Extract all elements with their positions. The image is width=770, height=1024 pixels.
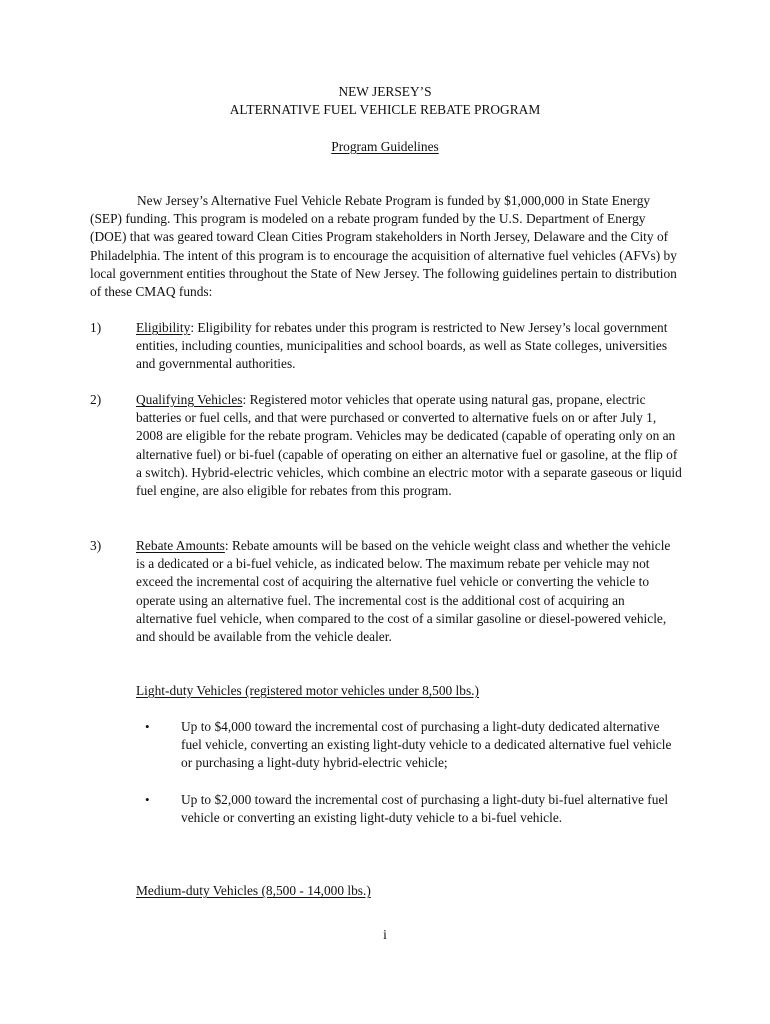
item-body-3	[136, 537, 682, 646]
light-duty-heading: Light-duty Vehicles (registered motor vehicles under 8,500 lbs.)	[136, 683, 479, 698]
item-heading-3: Rebate Amounts	[136, 538, 225, 553]
bullet-icon: •	[145, 719, 150, 734]
item-body-2	[136, 391, 682, 500]
intro-paragraph: New Jersey’s Alternative Fuel Vehicle Rebate Program is funded by $1,000,000 in State Energy (SEP) funding. This program is modeled on a rebate program funded by the U.S. Department of Energy (DOE) that was geared toward Clean Cities Program stakeholders in North Jersey, Delaware and the City of Philadelphia. The intent of this program is to encourage the acquisition of alternative fuel vehicles (AFVs) by local government entities throughout the State of New Jersey. The following guidelines pertain to distribution of these CMAQ funds:	[90, 193, 677, 300]
page-number: i	[383, 927, 387, 942]
bullet-icon: •	[145, 792, 150, 807]
item-heading-2: Qualifying Vehicles	[136, 392, 243, 407]
item-text-1: Eligibility for rebates under this program is restricted to New Jersey’s local government entities, including counties, municipalities and school boards, as well as State colleges, universities and governmental authorities.	[136, 320, 668, 372]
item-text-2: Registered motor vehicles that operate using natural gas, propane, electric batteries or fuel cells, and that were purchased or converted to alternative fuels on or after July 1, 2008 are eligible for the rebate program. Vehicles may be dedicated (capable of operating only on an alternative fuel) or bi-fuel (capable of operating on either an alternative fuel or gasoline, at the flip of a switch). Hybrid-electric vehicles, which combine an electric motor with a separate gaseous or liquid fuel engine, are also eligible for rebates from this program.	[136, 392, 682, 499]
item-body-1	[136, 319, 682, 374]
title-line-1: NEW JERSEY’S	[338, 84, 432, 99]
item-separator-1: :	[190, 320, 198, 335]
item-number-2: 2)	[90, 392, 102, 407]
item-separator-3: :	[224, 538, 232, 553]
medium-duty-heading: Medium-duty Vehicles (8,500 - 14,000 lbs.)	[136, 883, 371, 898]
title-line-2: ALTERNATIVE FUEL VEHICLE REBATE PROGRAM	[229, 102, 541, 117]
item-separator-2: :	[242, 392, 250, 407]
item-number-3: 3)	[90, 538, 102, 553]
item-number-1: 1)	[90, 320, 102, 335]
subtitle: Program Guidelines	[331, 139, 439, 154]
light-duty-bullet-1: Up to $4,000 toward the incremental cost of purchasing a light-duty dedicated alternative fuel vehicle, converting an existing light-duty vehicle to a dedicated alternative fuel vehicle or purchasing a light-duty hybrid-electric vehicle;	[181, 719, 672, 771]
item-heading-1: Eligibility	[136, 320, 191, 335]
light-duty-bullet-2: Up to $2,000 toward the incremental cost of purchasing a light-duty bi-fuel alternative fuel vehicle or converting an existing light-duty vehicle to a bi-fuel vehicle.	[181, 792, 669, 826]
item-text-3: Rebate amounts will be based on the vehicle weight class and whether the vehicle is a dedicated or a bi-fuel vehicle, as indicated below. The maximum rebate per vehicle may not exceed the incremental cost of acquiring the alternative fuel vehicle or converting the vehicle to operate using an alternative fuel. The incremental cost is the additional cost of acquiring an alternative fuel vehicle, when compared to the cost of a similar gasoline or diesel-powered vehicle, and should be available from the vehicle dealer.	[136, 538, 671, 645]
